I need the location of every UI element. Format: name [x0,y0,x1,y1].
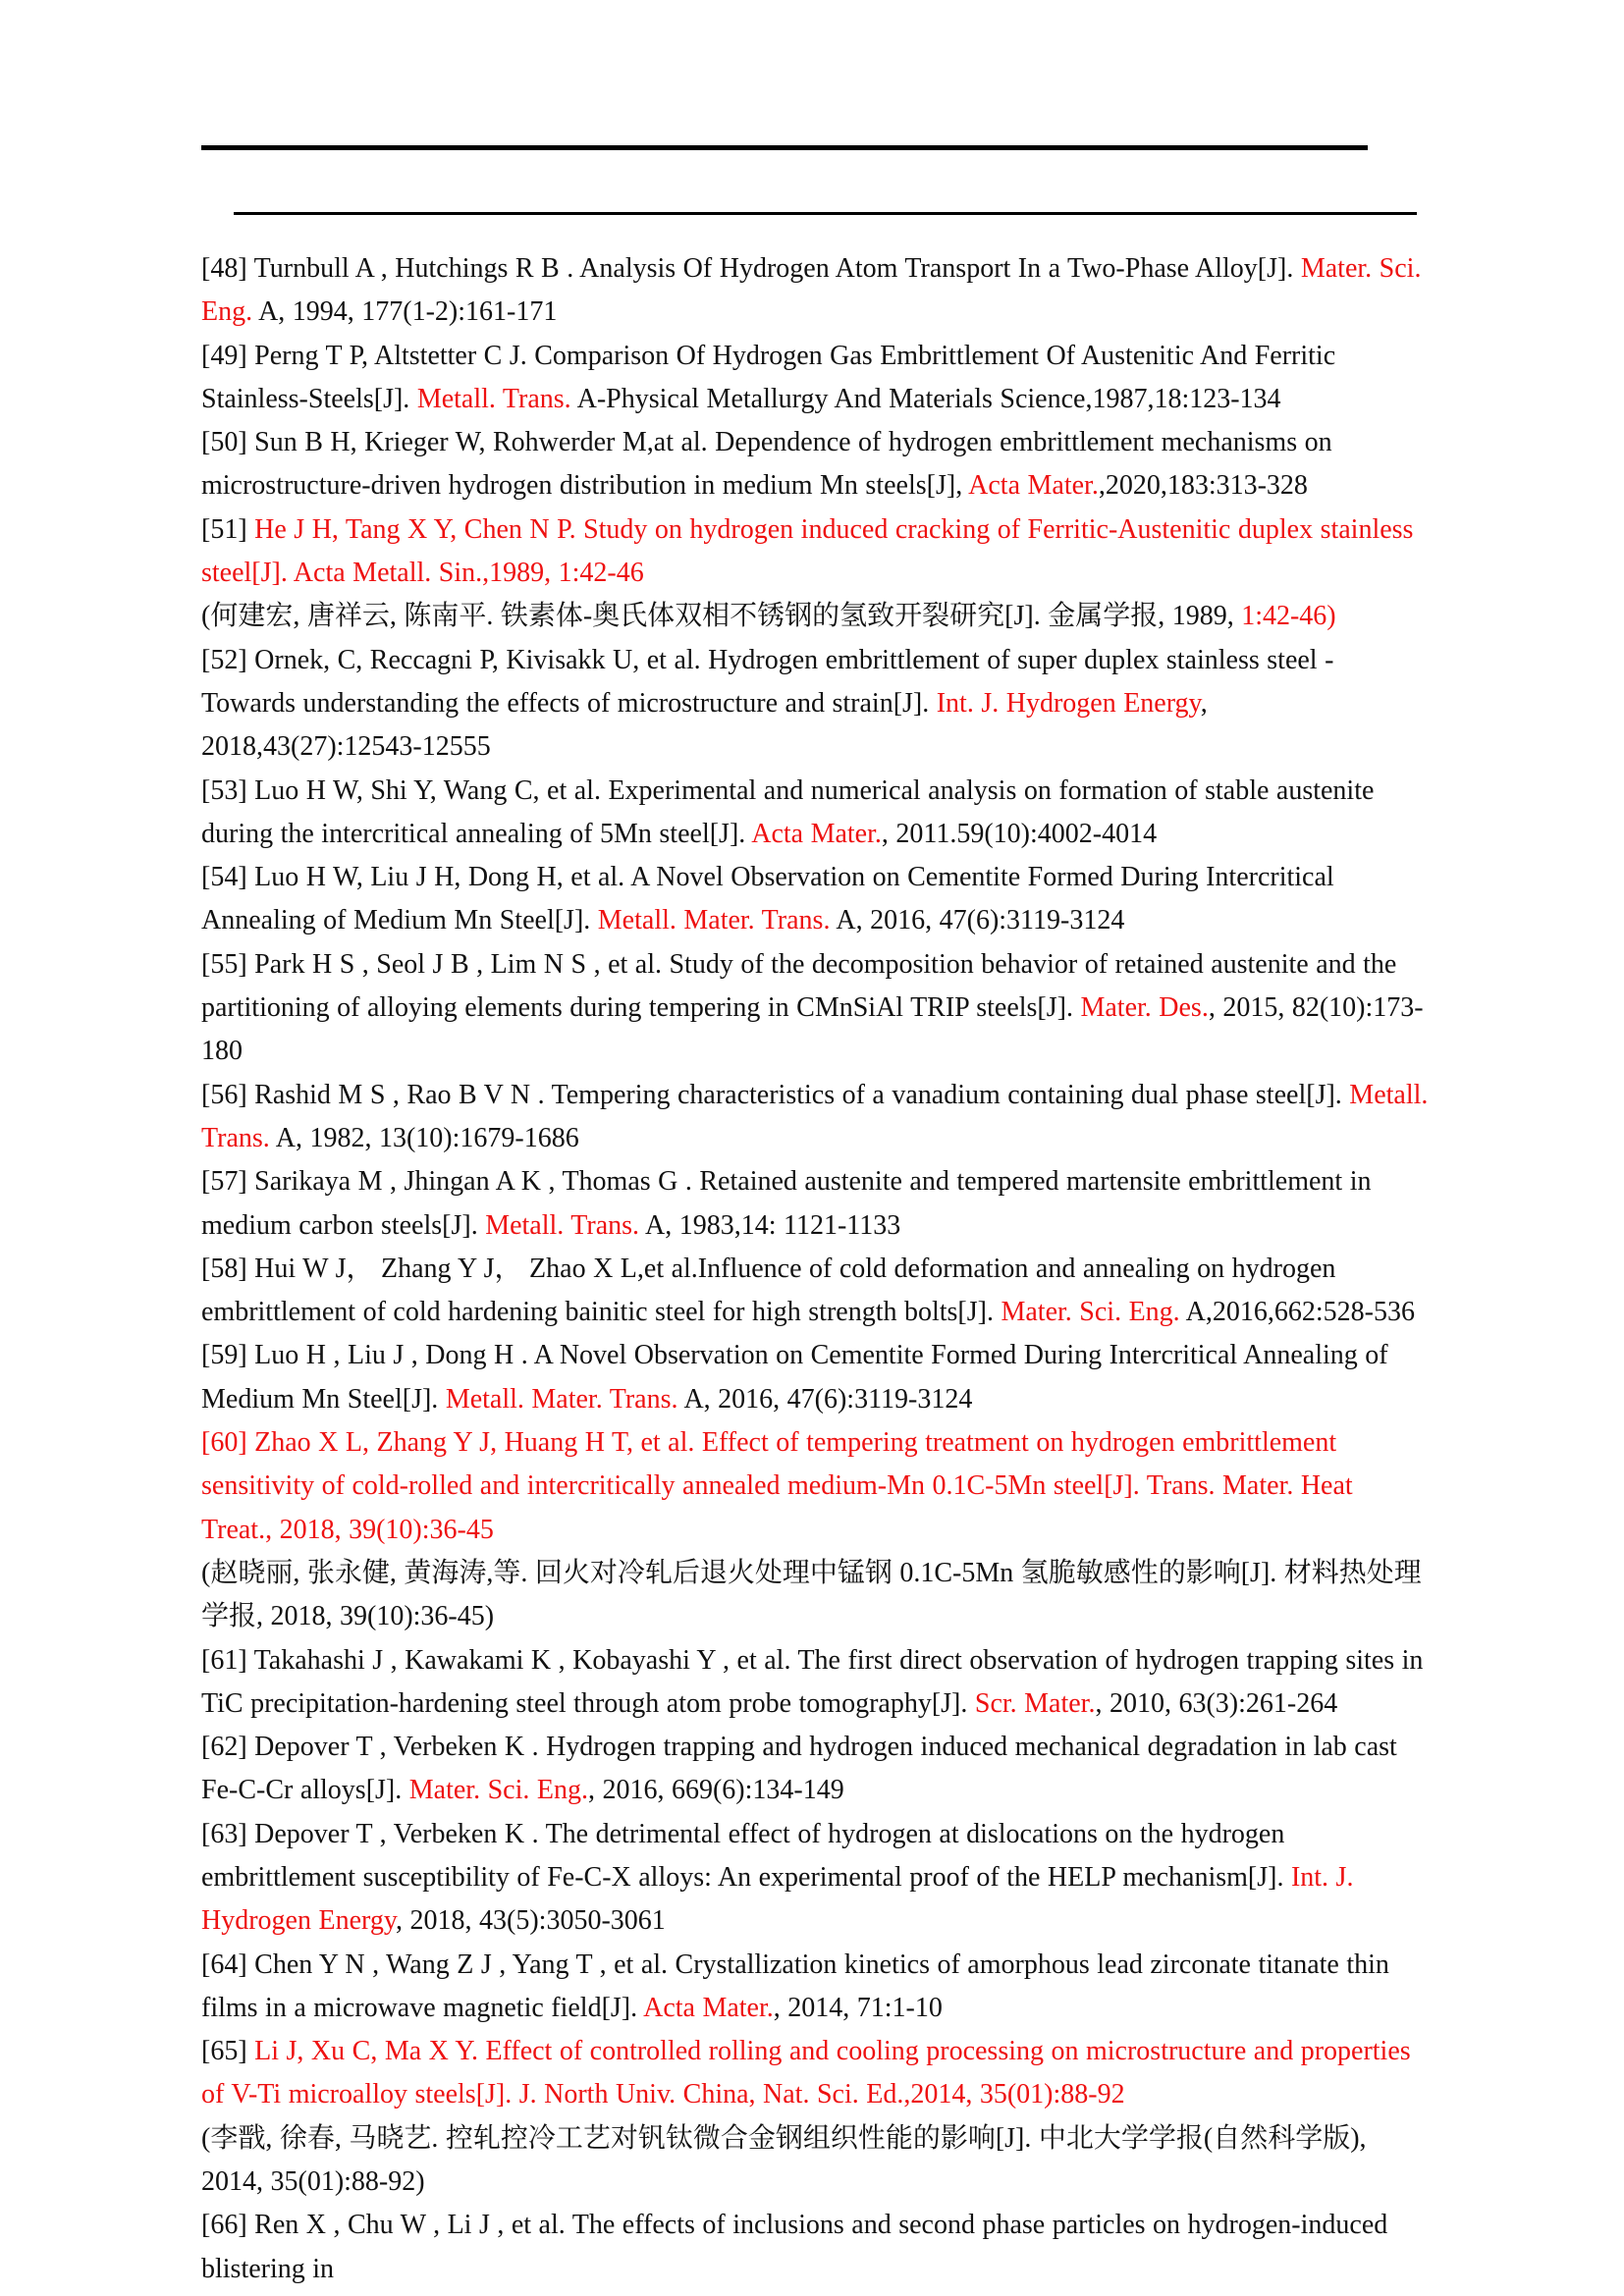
text-segment: [65] [201,2036,255,2067]
text-segment: , 2018, 43(5):3050-3061 [396,1905,666,1937]
reference-entry [201,1334,1429,1421]
highlighted-segment: Li J, Xu C, Ma X Y. Effect of controlled rolling and cooling processing on microstructure and properties of V-Ti microalloy steels[J]. J. North Univ. China, Nat. Sci. Ed.,2014, 35(01):88-92 [201,2036,1411,2110]
text-segment: [48] Turnbull A , Hutchings R B . Analysis Of Hydrogen Atom Transport In a Two-Phase Alloy[J]. [201,253,1301,284]
reference-entry [201,770,1429,857]
reference-entry [201,1813,1429,1944]
text-segment: A, 2016, 47(6):3119-3124 [830,905,1125,936]
header-rule-top [201,145,1368,150]
text-segment: A, 1983,14: 1121-1133 [639,1209,901,1241]
reference-entry [201,856,1429,943]
text-segment: [59] Luo H , Liu J , Dong H . A Novel Observation on Cementite Formed During Intercritical Annealing of Medium Mn Steel[J]. [201,1340,1388,1415]
highlighted-segment: Metall. Trans. [201,1079,1429,1153]
text-segment: [56] Rashid M S , Rao B V N . Tempering characteristics of a vanadium containing dual phase steel[J]. [201,1079,1350,1110]
highlighted-segment: Acta Mater. [968,470,1099,502]
text-segment: [52] Ornek, C, Reccagni P, Kivisakk U, et al. Hydrogen embrittlement of super duplex stainless steel - Towards understanding the effects of microstructure and strain[J]. [201,644,1334,719]
highlighted-segment: Scr. Mater. [974,1687,1096,1719]
highlighted-segment: Metall. Mater. Trans. [445,1383,678,1415]
reference-entry [201,2030,1429,2117]
reference-entry [201,508,1429,596]
text-segment: [54] Luo H W, Liu J H, Dong H, et al. A Novel Observation on Cementite Formed During Intercritical Annealing of Medium Mn Steel[J]. [201,862,1334,936]
text-segment: , 2010, 63(3):261-264 [1095,1687,1338,1719]
text-segment: , 2015, 82(10):173-180 [201,992,1424,1067]
highlighted-segment: Int. J. Hydrogen Energy [201,1861,1354,1937]
header-rule-bottom [234,212,1417,215]
text-segment: , 2016, 669(6):134-149 [587,1775,844,1806]
text-segment: A-Physical Metallurgy And Materials Science,1987,18:123-134 [570,383,1281,414]
text-segment: , 2018,43(27):12543-12555 [201,687,1208,763]
reference-entry [201,247,1429,335]
reference-translation [201,595,1429,638]
text-segment: [66] Ren X , Chu W , Li J , et al. The effects of inclusions and second phase particles on hydrogen-induced blistering in [201,2210,1388,2284]
text-segment: [57] Sarikaya M , Jhingan A K , Thomas G . Retained austenite and tempered martensite embrittlement in medium carbon steels[J]. [201,1166,1372,1241]
text-segment: ,2020,183:313-328 [1098,470,1308,502]
reference-entry [201,1160,1429,1248]
reference-entry [201,1726,1429,1813]
reference-entry [201,943,1429,1074]
text-segment: [63] Depover T , Verbeken K . The detrimental effect of hydrogen at dislocations on the hydrogen embrittlement susceptibility of Fe-C-X alloys: An experimental proof of the HELP mechanism[J]. [201,1818,1291,1893]
text-segment: (何建宏, 唐祥云, 陈南平. 铁素体-奥氏体双相不锈钢的氢致开裂研究[J]. 金属学报, 1989, [201,601,1242,632]
text-segment: A,2016,662:528-536 [1179,1297,1415,1328]
text-segment: [64] Chen Y N , Wang Z J , Yang T , et al. Crystallization kinetics of amorphous lead zirconate titanate thin films in a microwave magnetic field[J]. [201,1949,1389,2023]
highlighted-segment: Metall. Mater. Trans. [597,905,831,936]
highlighted-segment: Mater. Des. [1080,992,1209,1024]
highlighted-segment: Acta Mater. [751,818,882,849]
highlighted-segment: Mater. Sci. Eng. [201,253,1422,328]
highlighted-segment: Metall. Trans. [416,383,571,414]
highlighted-segment: [60] Zhao X L, Zhang Y J, Huang H T, et al. Effect of tempering treatment on hydrogen embrittlement sensitivity of cold-rolled and intercritically annealed medium-Mn 0.1C-5Mn steel[J]. Trans. Mater. Heat Treat., 2018, 39(10):36-45 [201,1427,1353,1545]
reference-entry [201,421,1429,508]
reference-entry [201,2204,1429,2291]
reference-entry [201,1074,1429,1161]
reference-entry [201,335,1429,422]
reference-entry [201,639,1429,770]
text-segment: A, 1994, 177(1-2):161-171 [252,296,558,328]
highlighted-segment: Acta Mater. [643,1992,774,2023]
text-segment: A, 1982, 13(10):1679-1686 [269,1122,579,1153]
highlighted-segment: Int. J. Hydrogen Energy [936,687,1201,719]
text-segment: [55] Park H S , Seol J B , Lim N S , et al. Study of the decomposition behavior of retained austenite and the partitioning of alloying elements during tempering in CMnSiAl TRIP steels[J]. [201,948,1397,1024]
reference-entry [201,1944,1429,2031]
text-segment: [53] Luo H W, Shi Y, Wang C, et al. Experimental and numerical analysis on formation of stable austenite during the intercritical annealing of 5Mn steel[J]. [201,774,1375,849]
text-segment: [50] Sun B H, Krieger W, Rohwerder M,at al. Dependence of hydrogen embrittlement mechanisms on microstructure-driven hydrogen distribution in medium Mn steels[J], [201,427,1332,502]
text-segment: , 2011.59(10):4002-4014 [881,818,1158,849]
text-segment: [62] Depover T , Verbeken K . Hydrogen trapping and hydrogen induced mechanical degradation in lab cast Fe-C-Cr alloys[J]. [201,1732,1397,1806]
text-segment: A, 2016, 47(6):3119-3124 [677,1383,973,1415]
highlighted-segment: 1:42-46) [1241,601,1336,632]
reference-entry [201,1639,1429,1727]
text-segment: , 2014, 71:1-10 [773,1992,943,2023]
reference-translation [201,2117,1429,2205]
reference-translation [201,1552,1429,1639]
text-segment: (李戬, 徐春, 马晓艺. 控轧控冷工艺对钒钛微合金钢组织性能的影响[J]. 中北大学学报(自然科学版), 2014, 35(01):88-92) [201,2122,1367,2198]
reference-entry [201,1248,1429,1335]
highlighted-segment: Mater. Sci. Eng. [1001,1297,1180,1328]
highlighted-segment: Mater. Sci. Eng. [408,1775,588,1806]
highlighted-segment: Metall. Trans. [485,1209,640,1241]
highlighted-segment: He J H, Tang X Y, Chen N P. Study on hydrogen induced cracking of Ferritic-Austenitic duplex stainless steel[J]. Acta Metall. Sin.,1989, 1:42-46 [201,513,1414,589]
text-segment: [49] Perng T P, Altstetter C J. Comparison Of Hydrogen Gas Embrittlement Of Austenitic And Ferritic Stainless-Steels[J]. [201,340,1336,414]
text-segment: [61] Takahashi J , Kawakami K , Kobayashi Y , et al. The first direct observation of hydrogen trapping sites in TiC precipitation-hardening steel through atom probe tomography[J]. [201,1644,1424,1719]
text-segment: (赵晓丽, 张永健, 黄海涛,等. 回火对冷轧后退火处理中锰钢 0.1C-5Mn 氢脆敏感性的影响[J]. 材料热处理学报, 2018, 39(10):36-45) [201,1557,1422,1632]
references-list [201,247,1429,2291]
text-segment: [58] Hui W J， Zhang Y J， Zhao X L,et al.Influence of cold deformation and annealing on hydrogen embrittlement of cold hardening bainitic steel for high strength bolts[J]. [201,1253,1336,1328]
reference-entry [201,1421,1429,1552]
text-segment: [51] [201,513,255,545]
